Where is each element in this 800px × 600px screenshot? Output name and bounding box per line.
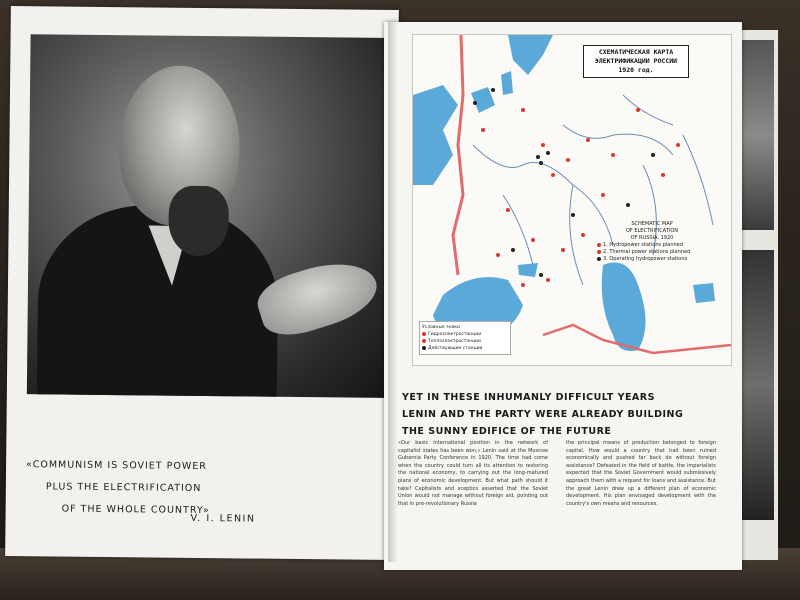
sea-of-azov: [518, 263, 538, 277]
operating-icon: [422, 346, 426, 350]
book-gutter: [388, 22, 398, 562]
hydro-icon: [422, 332, 426, 336]
thermal-planned-icon: [597, 250, 601, 254]
map-title-line: 1920 год.: [618, 66, 654, 74]
legend-item-label: 1. Hydropower stations planned: [603, 242, 683, 248]
body-column-right: the principal means of production belonged to foreign capital. How would a country that had been ruined economically and pushed far back do without foreign assistance? Defeated in the field of battle, the imperialists expected that the Soviet Government would submissively approach them with a request for loans and assistance. But the great Lenin drew up a different plan of economic development. His plan envisaged development with the country's own means and resources.: [566, 440, 716, 507]
legend-item-label: Теплоэлектростанции: [428, 339, 481, 344]
western-border: [453, 35, 463, 275]
legend-item: [422, 331, 508, 338]
white-sea: [508, 35, 553, 75]
caspian-sea: [602, 263, 646, 352]
quote-line: OF THE WHOLE COUNTRY»: [61, 503, 210, 517]
lake-onega: [501, 71, 513, 95]
legend-title-line: OF RUSSIA, 1920: [630, 235, 674, 241]
legend-item-label: 2. Thermal power stations planned: [603, 249, 691, 255]
map-title-box: [583, 45, 689, 78]
map-legend-english: [597, 221, 707, 263]
headline-line: THE SUNNY EDIFICE OF THE FUTURE: [402, 426, 612, 437]
quote-line: «COMMUNISM IS SOVIET POWER: [26, 459, 207, 473]
body-column-left: «Our basic international position in the network of capitalist states has been won,» Lenin said at the Moscow Gubernia Party Conference in 1920. The time had come when the country could turn all its attention to restoring the national economy, to carrying out the long-matured plans of economic development. But what path should it take? Capitalists and sceptics asserted that the Soviet Union would not manage without foreign aid, pointing out that in pre-revolutionary Russia: [398, 440, 548, 507]
legend-item: [597, 256, 707, 263]
legend-item-label: Гидроэлектростанции: [428, 332, 482, 337]
hydro-planned-icon: [597, 243, 601, 247]
legend-item: [422, 338, 508, 345]
right-page: [384, 22, 742, 570]
portrait-photo: [27, 34, 395, 398]
legend-title-line: OF ELECTRIFICATION: [625, 228, 679, 234]
legend-item: [422, 345, 508, 352]
map-title-line: СХЕМАТИЧЕСКАЯ КАРТА: [598, 48, 674, 56]
aral-sea: [693, 283, 715, 303]
next-page-photo: [742, 40, 774, 230]
map-title-line: ЭЛЕКТРИФИКАЦИИ РОССИИ: [594, 57, 678, 65]
thermal-icon: [422, 339, 426, 343]
legend-ru-title: Условные знаки: [422, 325, 460, 330]
page-headline: [402, 389, 732, 440]
left-page: [5, 6, 399, 560]
legend-item-label: 3. Operating hydropower stations: [603, 256, 688, 262]
headline-line: YET IN THESE INHUMANLY DIFFICULT YEARS: [402, 392, 655, 403]
quote-line: PLUS THE ELECTRIFICATION: [45, 481, 202, 495]
portrait-hand: [252, 251, 384, 344]
map-drawing: [413, 35, 731, 365]
electrification-map: [412, 34, 732, 366]
headline-line: LENIN AND THE PARTY WERE ALREADY BUILDING: [402, 409, 684, 420]
map-legend-russian: [419, 321, 511, 355]
legend-title-line: SCHEMATIC MAP: [631, 221, 673, 227]
quote-author: V. I. LENIN: [190, 512, 256, 525]
legend-item: [597, 249, 707, 256]
next-page-photo-lower: [742, 250, 774, 520]
baltic-sea: [413, 85, 458, 185]
legend-item: [597, 242, 707, 249]
legend-item-label: Действующие станции: [428, 346, 483, 351]
hydro-operating-icon: [597, 257, 601, 261]
